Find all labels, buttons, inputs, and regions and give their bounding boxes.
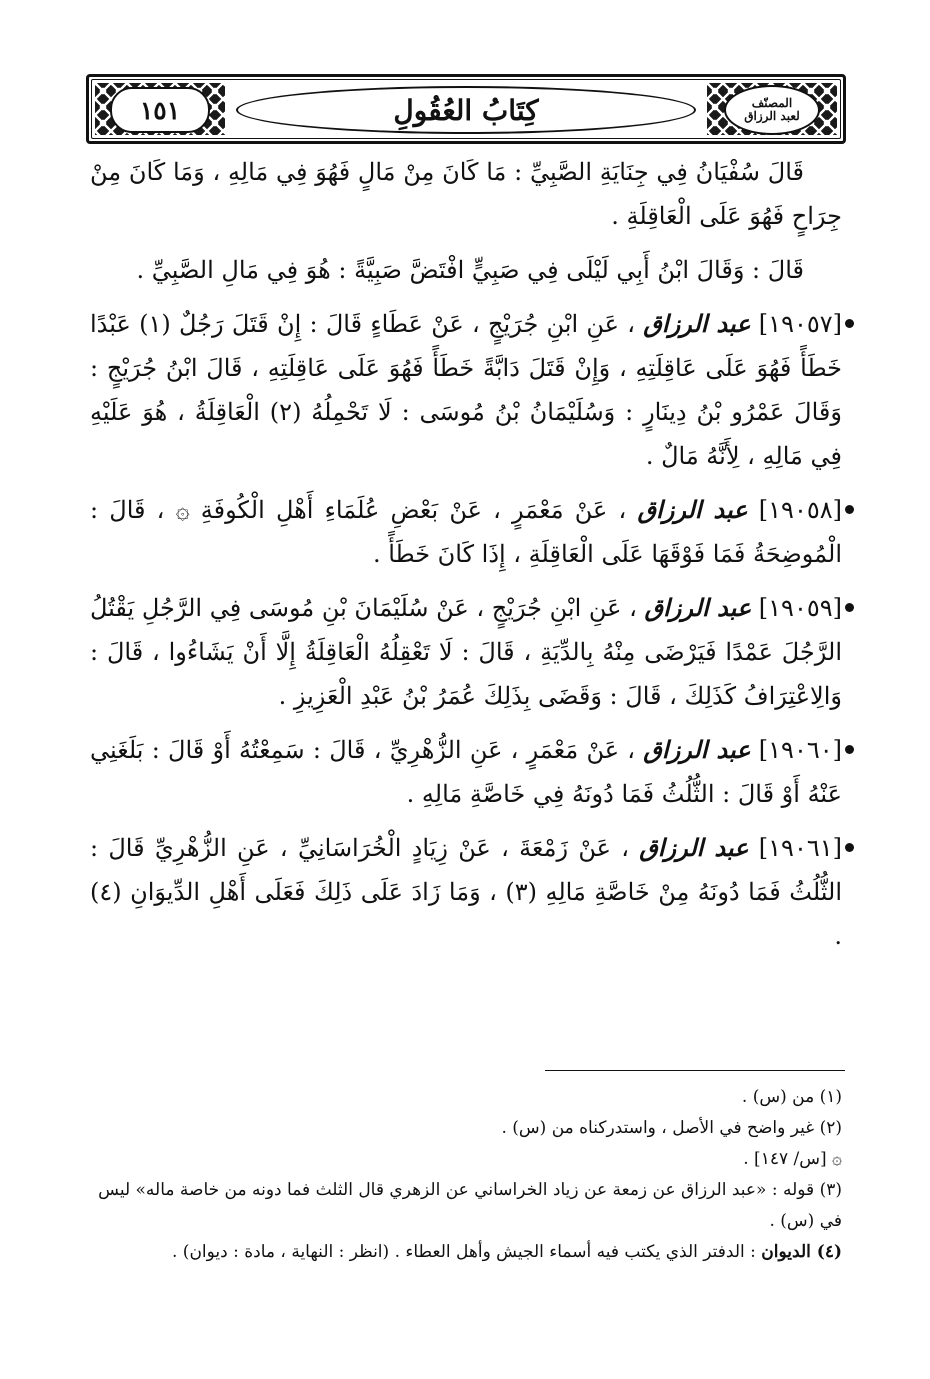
footnote-divider	[545, 1070, 845, 1071]
bullet-icon	[845, 505, 854, 514]
hadith-text: ، عَنْ مَعْمَرٍ ، عَنْ بَعْضِ عُلَمَاءِ أَهْلِ الْكُوفَةِ ۞ ، قَالَ : الْمُوضِحَةُ فَمَا فَوْقَهَا عَلَى الْعَاقِلَةِ ، إِذَا كَانَ خَطَأً .	[90, 496, 842, 568]
book-seal	[724, 85, 820, 135]
footnote: (١) من (س) .	[741, 1087, 842, 1107]
paragraph: قَالَ : وَقَالَ ابْنُ أَبِي لَيْلَى فِي صَبِيٍّ افْتَضَّ صَبِيَّةً : هُوَ فِي مَالِ الصَّبِيِّ .	[136, 256, 804, 284]
hadith-number: [١٩٠٦٠]	[758, 736, 842, 764]
hadith-entry	[90, 728, 842, 816]
author-name: عبد الرزاق	[637, 495, 748, 524]
hadith-number: [١٩٠٥٨]	[758, 496, 842, 524]
hadith-number: [١٩٠٥٧]	[758, 310, 842, 338]
author-name: عبد الرزاق	[644, 593, 752, 622]
bullet-icon	[845, 745, 854, 754]
hadith-number: [١٩٠٦١]	[758, 834, 842, 862]
main-text	[90, 150, 842, 964]
page-number: ١٥١	[110, 87, 210, 133]
author-name: عبد الرزاق	[643, 309, 751, 338]
author-name: عبد الرزاق	[639, 833, 749, 862]
hadith-entry	[90, 586, 842, 718]
page-header	[86, 74, 846, 144]
footnote	[90, 1237, 842, 1268]
chapter-title: كِتَابُ العُقُولِ	[236, 86, 696, 134]
hadith-number: [١٩٠٥٩]	[758, 594, 842, 622]
footnote-definition: : الدفتر الذي يكتب فيه أسماء الجيش وأهل العطاء . (انظر : النهاية ، مادة : ديوان) .	[172, 1242, 756, 1262]
hadith-entry	[90, 302, 842, 478]
footnote: (٢) غير واضح في الأصل ، واستدركناه من (س) .	[501, 1118, 842, 1138]
bullet-icon	[845, 319, 854, 328]
author-name: عبد الرزاق	[643, 735, 751, 764]
bullet-icon	[845, 603, 854, 612]
hadith-text: ، عَنِ ابْنِ جُرَيْجٍ ، عَنْ عَطَاءٍ قَالَ : إِنْ قَتَلَ رَجُلٌ (١) عَبْدًا خَطَأً فَهُوَ عَلَى عَاقِلَتِهِ ، وَإِنْ قَتَلَ دَابَّةً خَطَأً فَهُوَ عَلَى عَاقِلَتِهِ ، قَالَ ابْنُ جُرَيْجٍ : وَقَالَ عَمْرُو بْنُ دِينَارٍ : وَسُلَيْمَانُ بْنُ مُوسَى : لَا تَحْمِلُهُ (٢) الْعَاقِلَةُ ، هُوَ عَلَيْهِ فِي مَالِهِ ، لِأَنَّهُ مَالٌ .	[90, 310, 842, 470]
footnote: ۞ [س/ ١٤٧] .	[743, 1149, 842, 1169]
hadith-text: ، عَنِ ابْنِ جُرَيْجٍ ، عَنْ سُلَيْمَانَ بْنِ مُوسَى فِي الرَّجُلِ يَقْتُلُ الرَّجُلَ عَمْدًا فَيَرْضَى مِنْهُ بِالدِّيَةِ ، قَالَ : لَا تَعْقِلُهُ الْعَاقِلَةُ إِلَّا أَنْ يَشَاءُوا ، قَالَ : وَالِاعْتِرَافُ كَذَلِكَ ، قَالَ : وَقَضَى بِذَلِكَ عُمَرُ بْنُ عَبْدِ الْعَزِيزِ .	[90, 594, 842, 710]
bullet-icon	[845, 843, 854, 852]
hadith-entry	[90, 826, 842, 958]
seal-line-1: المصنّف	[751, 96, 793, 111]
paragraph: قَالَ سُفْيَانُ فِي جِنَايَةِ الصَّبِيِّ : مَا كَانَ مِنْ مَالٍ فَهُوَ فِي مَالِهِ ، وَمَا كَانَ مِنْ جِرَاحٍ فَهُوَ عَلَى الْعَاقِلَةِ .	[90, 158, 842, 230]
hadith-entry	[90, 488, 842, 576]
footnotes	[90, 1082, 842, 1268]
hadith-text: ، عَنْ زَمْعَةَ ، عَنْ زِيَادٍ الْخُرَاسَانِيِّ ، عَنِ الزُّهْرِيِّ قَالَ : الثُّلُثُ فَمَا دُونَهُ مِنْ خَاصَّةِ مَالِهِ (٣) ، وَمَا زَادَ عَلَى ذَلِكَ فَعَلَى أَهْلِ الدِّيوَانِ (٤) .	[90, 834, 842, 950]
footnote: (٣) قوله : «عبد الرزاق عن زمعة عن زياد الخراساني عن الزهري قال الثلث فما دونه من خاصة ماله» ليس في (س) .	[98, 1180, 842, 1231]
seal-line-2: لعبد الرزاق	[744, 109, 800, 123]
footnote-term: (٤) الديوان	[761, 1242, 842, 1262]
hadith-text: ، عَنْ مَعْمَرٍ ، عَنِ الزُّهْرِيِّ ، قَالَ : سَمِعْتُهُ أَوْ قَالَ : بَلَغَنِي عَنْهُ أَوْ قَالَ : الثُّلُثُ فَمَا دُونَهُ فِي خَاصَّةِ مَالِهِ .	[90, 736, 842, 808]
